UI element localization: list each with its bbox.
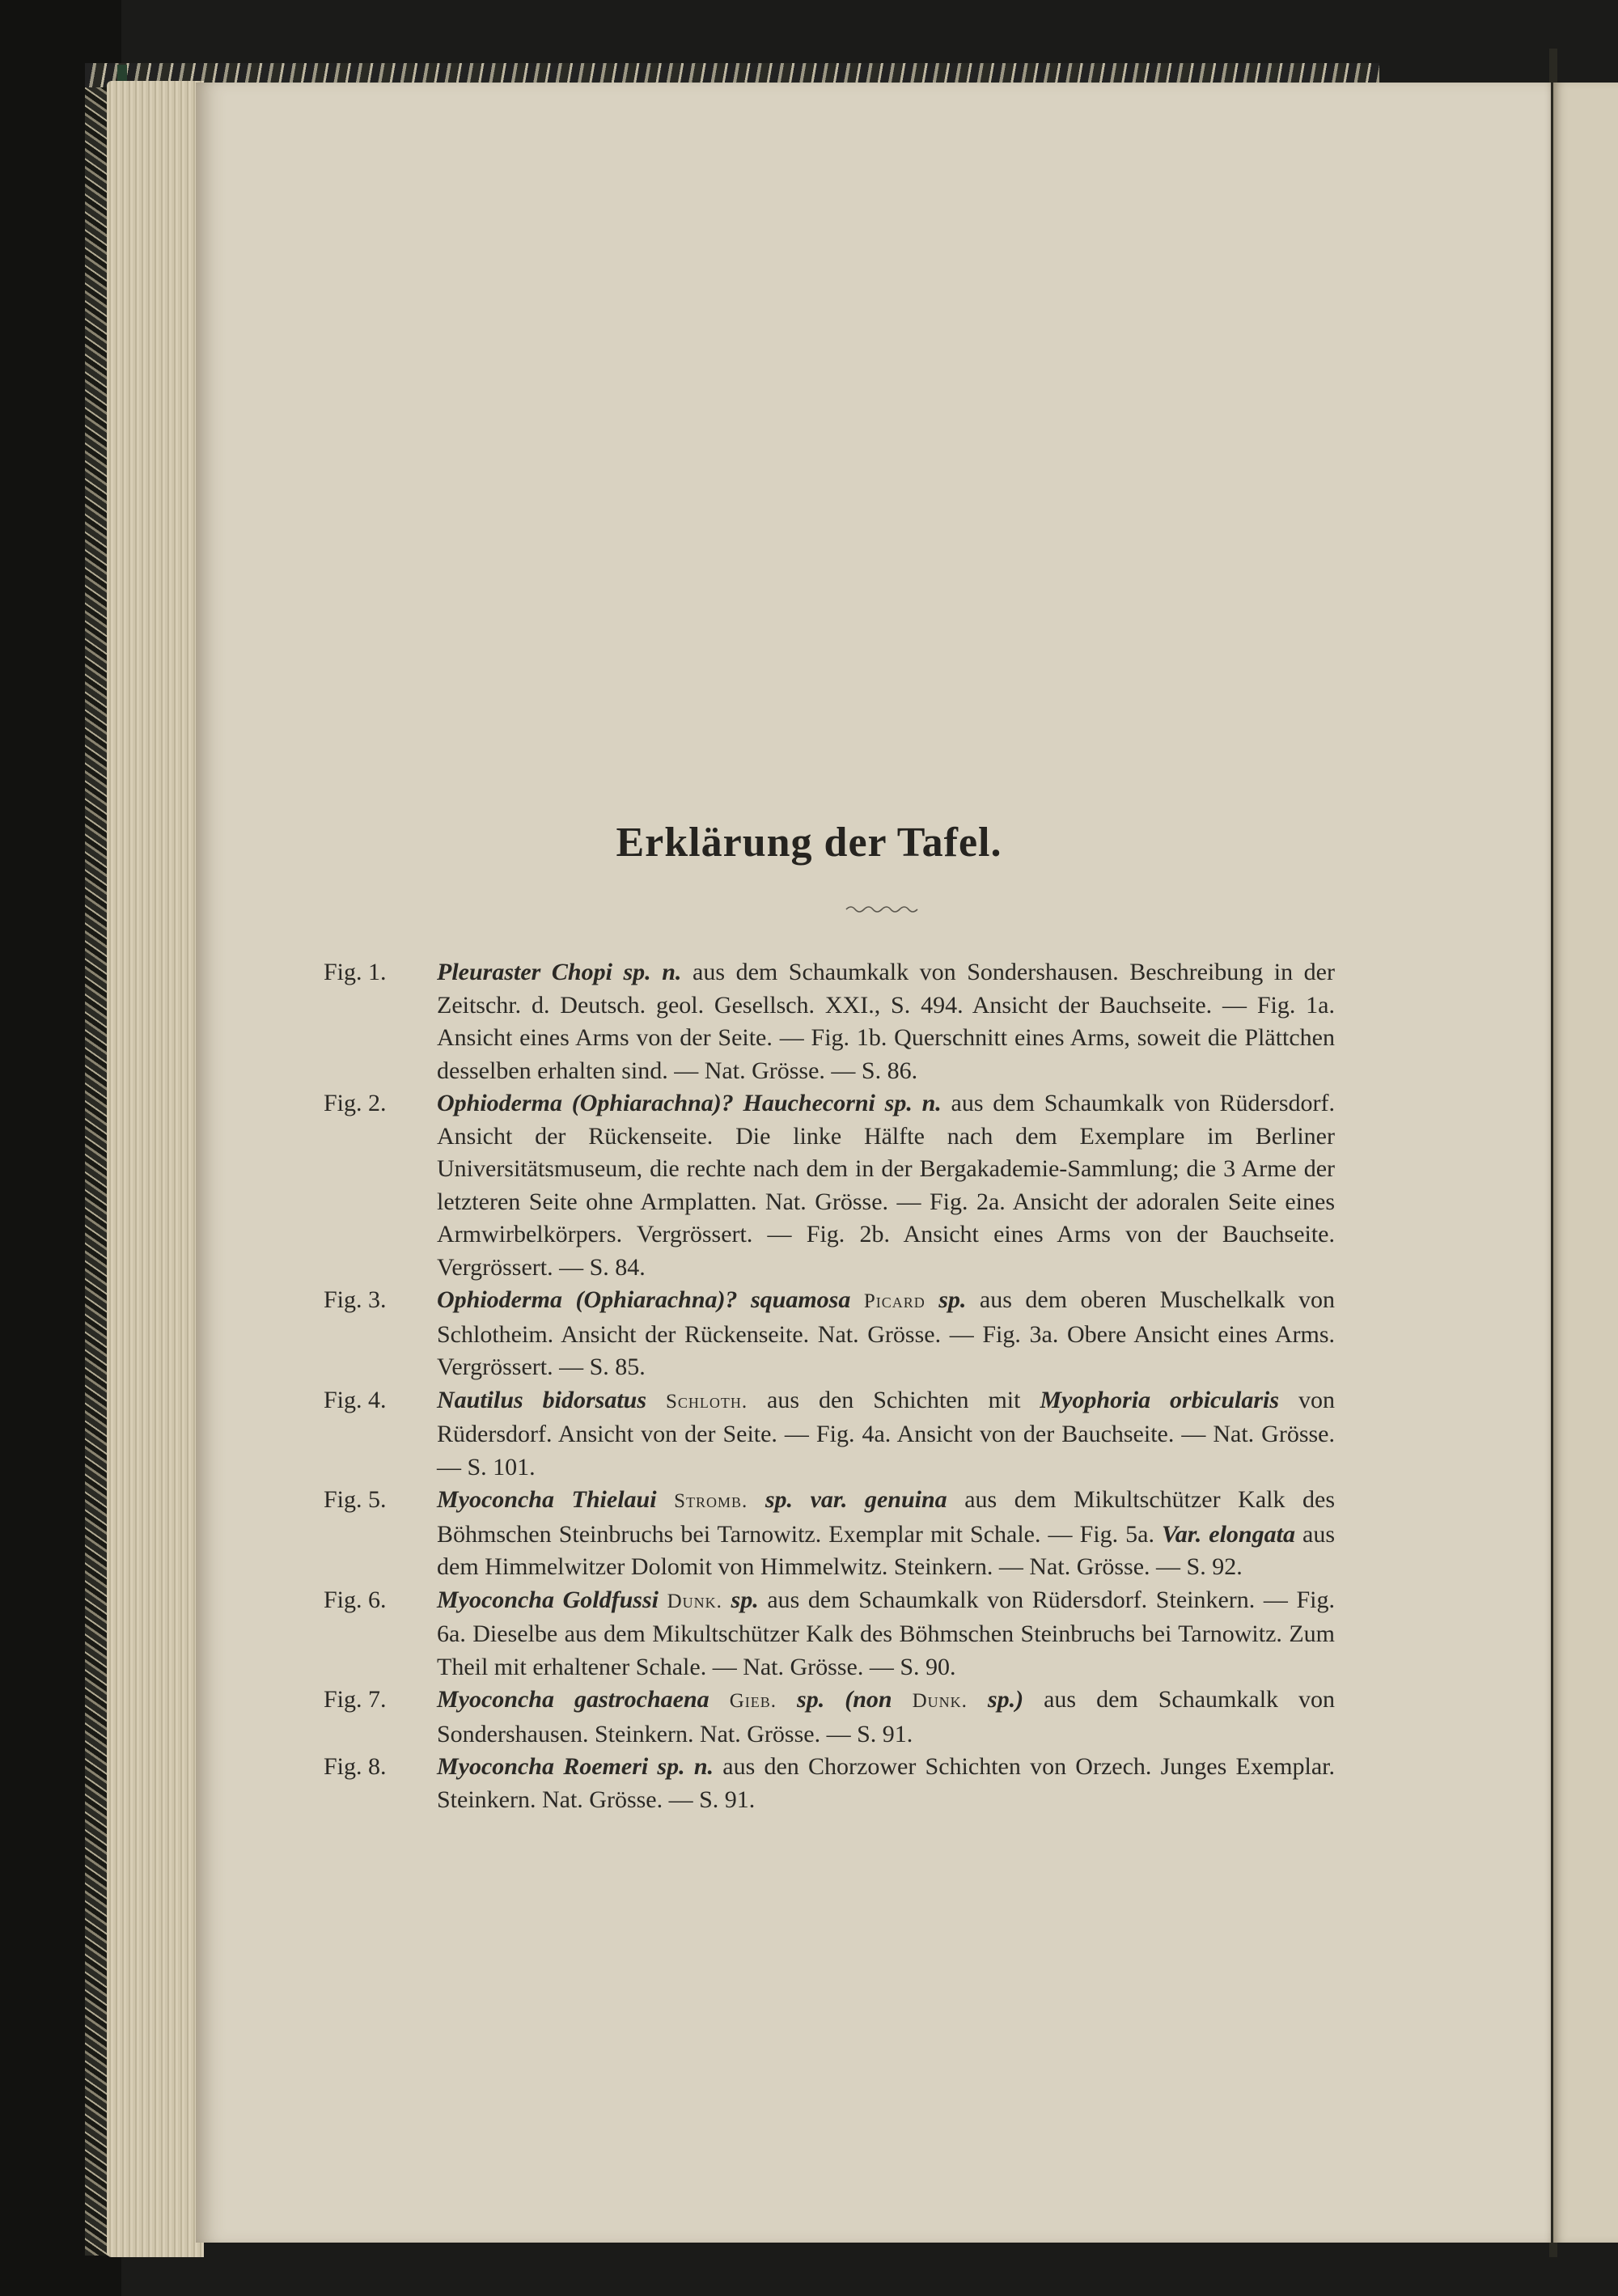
species-name: sp. bbox=[938, 1286, 967, 1313]
figure-label: Fig. 3. bbox=[324, 1286, 387, 1313]
figure-label: Fig. 1. bbox=[324, 959, 387, 985]
author-name: Schloth. bbox=[665, 1390, 748, 1413]
figure-description bbox=[437, 956, 1335, 1087]
species-name: Pleuraster Chopi sp. n. bbox=[437, 959, 682, 985]
figure-description bbox=[437, 1584, 1335, 1684]
description-text: aus dem Schaumkalk von Rüdersdorf. Steinkern. — Fig. 6a. Dieselbe aus dem Mikultschützer Kalk des Böhmschen Steinbruchs bei Tarnowitz. Zum Theil mit erhaltener Schale. — Nat. Grösse. — S. 90. bbox=[437, 1586, 1336, 1680]
figure-label: Fig. 7. bbox=[324, 1686, 387, 1713]
description-text bbox=[850, 1286, 863, 1313]
author-name: Picard bbox=[863, 1290, 925, 1312]
species-name: Myoconcha Thielaui bbox=[437, 1486, 657, 1513]
figure-label: Fig. 6. bbox=[324, 1586, 387, 1613]
author-name: Dunk. bbox=[667, 1590, 722, 1612]
description-text bbox=[968, 1686, 988, 1713]
figure-entry bbox=[324, 1751, 1335, 1816]
description-text bbox=[657, 1486, 675, 1513]
species-name: Myoconcha Roemeri sp. n. bbox=[437, 1753, 714, 1780]
species-name: Myoconcha Goldfussi bbox=[437, 1586, 659, 1613]
figure-description bbox=[437, 1484, 1335, 1584]
figure-entry bbox=[324, 1087, 1335, 1284]
description-text: aus dem Schaumkalk von Rüdersdorf. Ansicht der Rückenseite. Die linke Hälfte nach dem Exemplare im Berliner Universitätsmuseum, die rechte nach dem in der Bergakademie-Sammlung; die 3 Arme der letzteren Seite ohne Armplatten. Nat. Grösse. — Fig. 2a. Ansicht der adoralen Seite eines Armwirbelkörpers. Vergrössert. — Fig. 2b. Ansicht eines Arms von der Bauchseite. Vergrössert. — S. 84. bbox=[437, 1090, 1335, 1281]
description-text bbox=[709, 1686, 730, 1713]
species-name: sp. (non bbox=[797, 1686, 892, 1713]
figure-entry bbox=[324, 1484, 1336, 1584]
species-name: Var. elongata bbox=[1162, 1520, 1295, 1548]
description-text: aus den Chorzower Schichten von Orzech. Junges Exemplar. Steinkern. Nat. Grösse. — S. 91. bbox=[437, 1753, 1335, 1813]
description-text: aus dem Schaumkalk von Sondershausen. Steinkern. Nat. Grösse. — S. 91. bbox=[437, 1686, 1336, 1747]
author-name: Dunk. bbox=[912, 1690, 968, 1712]
description-text: aus den Schichten mit bbox=[748, 1386, 1040, 1413]
species-name: sp. var. genuina bbox=[765, 1486, 947, 1513]
description-text bbox=[659, 1586, 667, 1613]
description-text bbox=[748, 1486, 765, 1513]
description-text: von Rüdersdorf. Ansicht von der Seite. — Fig. 4a. Ansicht von der Bauchseite. — Nat. Grösse. — S. 101. bbox=[437, 1386, 1336, 1481]
figure-description bbox=[437, 1751, 1335, 1816]
description-text bbox=[646, 1387, 666, 1413]
figure-description bbox=[437, 1684, 1335, 1751]
description-text bbox=[892, 1686, 913, 1713]
species-name: sp.) bbox=[987, 1686, 1024, 1713]
figure-entry bbox=[324, 1284, 1336, 1384]
author-name: Gieb. bbox=[729, 1690, 777, 1712]
description-text: aus dem Mikultschützer Kalk des Böhmschen Steinbruchs bei Tarnowitz. Exemplar mit Schale. — Fig. 5a. bbox=[437, 1486, 1336, 1548]
figure-label: Fig. 8. bbox=[324, 1753, 387, 1780]
description-text: aus dem oberen Muschelkalk von Schlotheim. Ansicht der Rückenseite. Nat. Grösse. — Fig. 3a. Obere Ansicht eines Arms. Vergrössert. — S. 85. bbox=[437, 1286, 1336, 1380]
figure-label: Fig. 4. bbox=[324, 1386, 387, 1413]
species-name: Myoconcha gastrochaena bbox=[437, 1686, 709, 1713]
species-name: sp. bbox=[731, 1586, 759, 1613]
description-text: aus dem Himmelwitzer Dolomit von Himmelwitz. Steinkern. — Nat. Grösse. — S. 92. bbox=[437, 1520, 1335, 1580]
description-text: aus dem Schaumkalk von Sondershausen. Beschreibung in der Zeitschr. d. Deutsch. geol. Gesellsch. XXI., S. 494. Ansicht der Bauchseite. — Fig. 1a. Ansicht eines Arms von der Seite. — Fig. 1b. Querschnitt eines Arms, soweit die Plättchen desselben erhalten sind. — Nat. Grösse. — S. 86. bbox=[437, 959, 1335, 1084]
species-name: Ophioderma (Ophiarachna)? Hauchecorni sp. n. bbox=[437, 1090, 942, 1116]
figure-explanations bbox=[324, 956, 1336, 1816]
page-title: Erklärung der Tafel. bbox=[616, 820, 1002, 866]
author-name: Stromb. bbox=[674, 1490, 748, 1512]
figure-description bbox=[437, 1384, 1335, 1485]
facing-page bbox=[1553, 83, 1618, 2243]
ornament-divider bbox=[845, 903, 919, 914]
description-text bbox=[777, 1686, 797, 1713]
figure-description bbox=[437, 1284, 1335, 1384]
species-name: Nautilus bidorsatus bbox=[437, 1386, 647, 1413]
species-name: Myophoria orbicularis bbox=[1040, 1386, 1280, 1413]
page-stack bbox=[107, 81, 204, 2257]
figure-entry bbox=[324, 1684, 1336, 1751]
figure-description bbox=[437, 1087, 1335, 1284]
description-text bbox=[925, 1286, 938, 1313]
figure-label: Fig. 5. bbox=[324, 1486, 387, 1513]
species-name: Ophioderma (Ophiarachna)? squamosa bbox=[437, 1286, 851, 1313]
figure-label: Fig. 2. bbox=[324, 1090, 387, 1116]
figure-entry bbox=[324, 956, 1335, 1087]
figure-entry bbox=[324, 1584, 1336, 1684]
figure-entry bbox=[324, 1384, 1336, 1485]
description-text bbox=[722, 1586, 731, 1613]
